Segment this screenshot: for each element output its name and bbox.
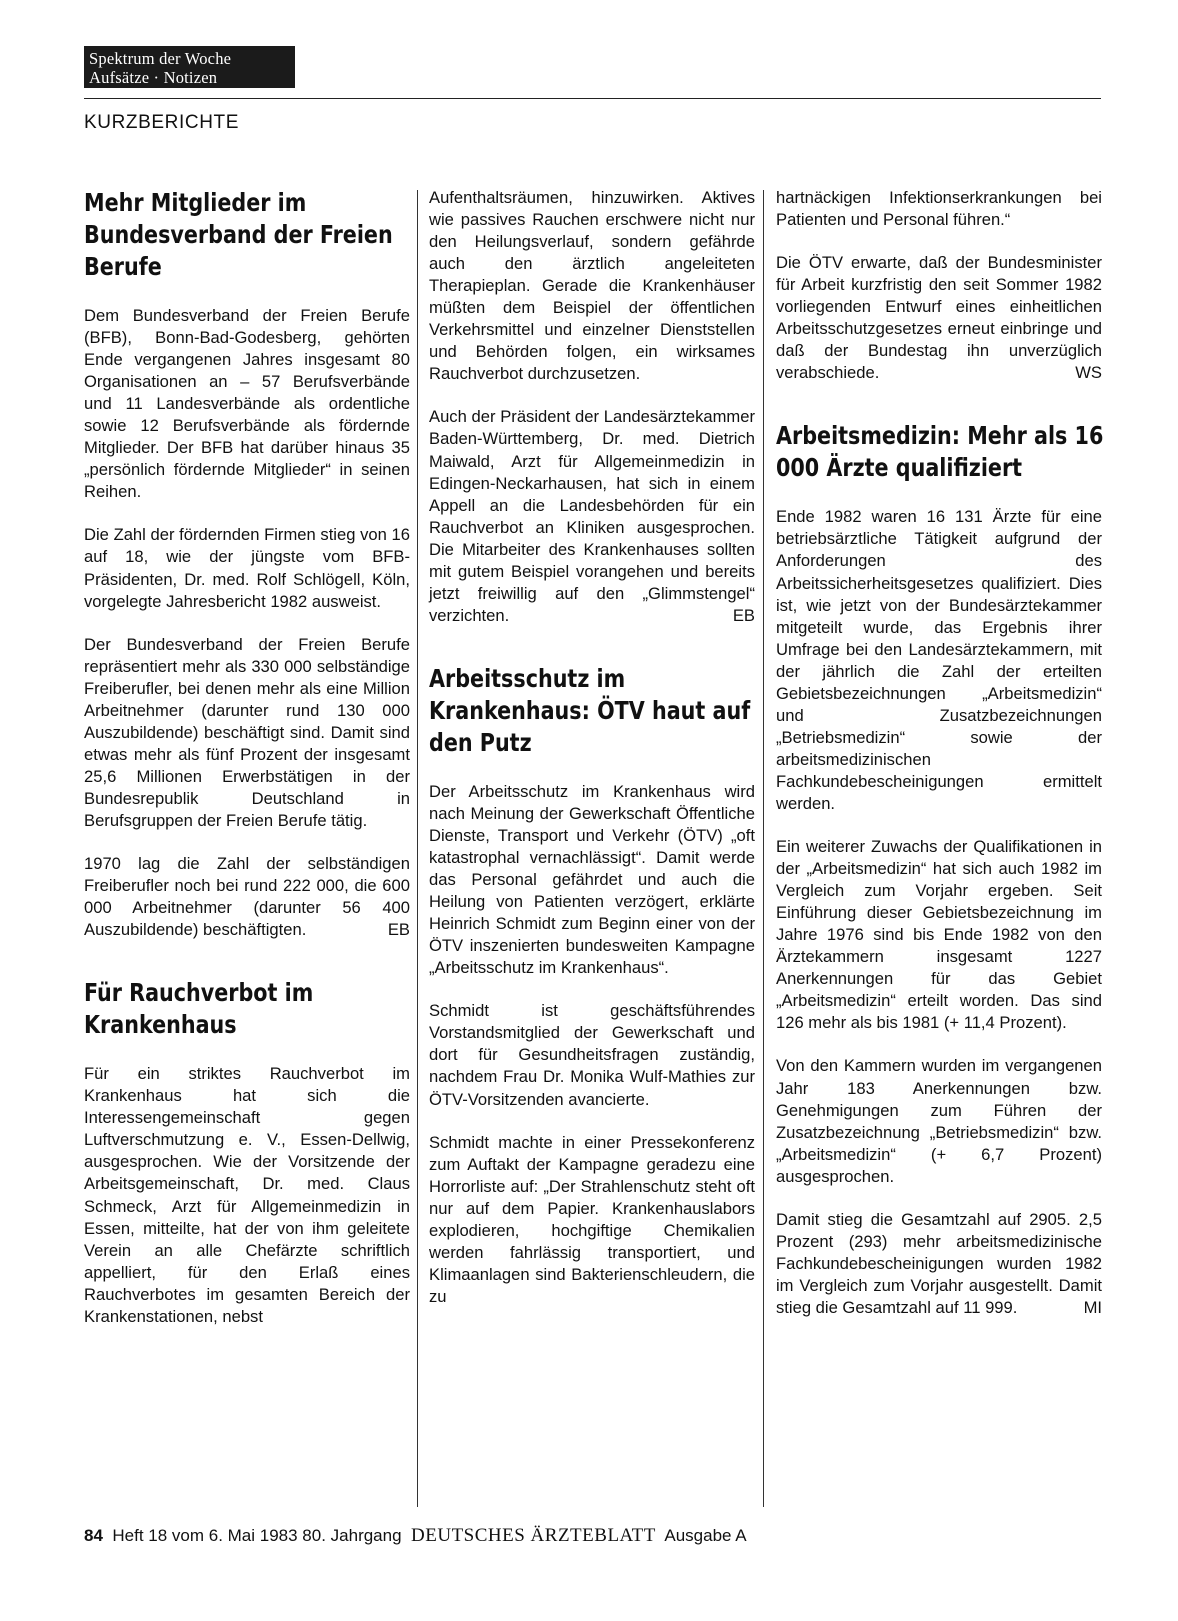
column-1 xyxy=(84,187,410,1349)
column-rule-2 xyxy=(763,190,764,1507)
section-line-1: Spektrum der Woche xyxy=(89,49,232,68)
headline-rauchverbot: Für Rauchverbot im Krankenhaus xyxy=(84,978,314,1040)
author-signature: EB xyxy=(387,920,410,940)
column-3 xyxy=(776,187,1102,1340)
headline-arbeitsmedizin: Arbeitsmedizin: Mehr als 16 000 Ärzte qualifiziert xyxy=(776,421,1104,483)
page-number: 84 xyxy=(84,1526,103,1545)
page-footer xyxy=(84,1525,747,1547)
author-signature: MI xyxy=(1083,1297,1102,1317)
edition: Ausgabe A xyxy=(664,1526,747,1545)
paragraph-text: Die ÖTV erwarte, daß der Bundesminister für Arbeit kurzfristig den seit Sommer 1982 vorliegenden Entwurf eines einheitlichen Arbeitsschutzgesetzes erneut einbringe und daß der Bundestag ihn unverzüglich verabschiede. xyxy=(776,253,1102,383)
paragraph-text: Damit stieg die Gesamtzahl auf 2905. 2,5 Prozent (293) mehr arbeitsmedizinische Fachkundebescheinigungen wurden 1982 im Vergleich zum Vorjahr ausgestellt. Damit stieg die Gesamtzahl auf 11 999. xyxy=(776,1209,1102,1317)
author-signature: EB xyxy=(732,605,755,625)
issue-info: Heft 18 vom 6. Mai 1983 80. Jahrgang xyxy=(112,1526,402,1545)
column-2 xyxy=(429,187,755,1329)
masthead: DEUTSCHES ÄRZTEBLATT xyxy=(411,1525,656,1546)
section-label xyxy=(84,46,295,88)
paragraph: Ende 1982 waren 16 131 Ärzte für eine betriebsärztliche Tätigkeit aufgrund der Anforderungen des Arbeitssicherheitsgesetzes qualifiziert. Dies ist, wie jetzt von der Bundesärztekammer mitgeteilt wurde, das Ergebnis ihrer Umfrage bei den Landesärztekammern, mit der jährlich die Zahl der erteilten Gebietsbezeichnungen „Arbeitsmedizin“ und Zusatzbezeichnungen „Betriebsmedizin“ sowie der arbeitsmedizinischen Fachkundebescheinigungen ermittelt werden. xyxy=(776,507,1102,813)
paragraph xyxy=(776,252,1102,384)
paragraph: Für ein striktes Rauchverbot im Krankenhaus hat sich die Interessengemeinschaft gegen Luftverschmutzung e. V., Essen-Dellwig, ausgesprochen. Wie der Vorsitzende der Arbeitsgemeinschaft, Dr. med. Claus Schmeck, Arzt für Allgemeinmedizin in Essen, mitteilte, hat der von ihm geleitete Verein an alle Chefärzte schriftlich appelliert, für den Erlaß eines Rauchverbotes im gesamten Bereich der Krankenstationen, nebst xyxy=(84,1064,410,1326)
paragraph: Ein weiterer Zuwachs der Qualifikationen in der „Arbeitsmedizin“ hat sich auch 1982 im Vergleich zum Vorjahr ergeben. Seit Einführung dieser Gebietsbezeichnung im Jahre 1976 sind bis Ende 1982 von den Ärztekammern insgesamt 1227 Anerkennungen für das Gebiet „Arbeitsmedizin“ erteilt worden. Das sind 126 mehr als bis 1981 (+ 11,4 Prozent). xyxy=(776,837,1102,1033)
column-rule-1 xyxy=(417,190,418,1507)
paragraph: Schmidt ist geschäftsführendes Vorstandsmitglied der Gewerkschaft und dort für Gesundheitsfragen zuständig, nachdem Frau Dr. Monika Wulf-Mathies zur ÖTV-Vorsitzenden avancierte. xyxy=(429,1001,755,1109)
paragraph-text: Auch der Präsident der Landesärztekammer Baden-Württemberg, Dr. med. Dietrich Maiwald, Arzt für Allgemeinmedizin in Edingen-Neckarhausen, hat sich in einem Appell an die Landesbehörden für ein Rauchverbot an Kliniken ausgesprochen. Die Mitarbeiter des Krankenhauses sollten mit gutem Beispiel vorangehen und bereits jetzt freiwillig auf den „Glimmstengel“ verzichten. xyxy=(429,407,755,625)
paragraph: hartnäckigen Infektionserkrankungen bei Patienten und Personal führen.“ xyxy=(776,188,1102,230)
paragraph: Dem Bundesverband der Freien Berufe (BFB), Bonn-Bad-Godesberg, gehörten Ende vergangenen Jahres insgesamt 80 Organisationen an – 57 Berufsverbände und 11 Landesverbände als ordentliche sowie 12 Berufsverbände als fördernde Mitglieder. Der BFB hat darüber hinaus 35 „persönlich fördernde Mitglieder“ in seinen Reihen. xyxy=(84,306,410,502)
paragraph xyxy=(84,853,410,941)
top-rule xyxy=(84,98,1101,99)
paragraph: Schmidt machte in einer Pressekonferenz zum Auftakt der Kampagne geradezu eine Horrorliste auf: „Der Strahlenschutz steht oft nur auf dem Papier. Krankenhauslabors explodieren, hochgiftige Chemikalien werden fahrlässig transportiert, und Klimaanlagen sind Bakterienschleudern, die zu xyxy=(429,1132,755,1306)
paragraph: Von den Kammern wurden im vergangenen Jahr 183 Anerkennungen bzw. Genehmigungen zum Führen der Zusatzbezeichnung „Betriebsmedizin“ bzw. „Arbeitsmedizin“ (+ 6,7 Prozent) ausgesprochen. xyxy=(776,1056,1102,1186)
paragraph: Aufenthaltsräumen, hinzuwirken. Aktives wie passives Rauchen erschwere nicht nur den Heilungsverlauf, sondern gefährde auch den ärztlich angeleiteten Therapieplan. Gerade die Krankenhäuser müßten dem Beispiel der öffentlichen Verkehrsmittel und einzelner Dienststellen und Behörden folgen, ein wirksames Rauchverbot durchzusetzen. xyxy=(429,188,755,384)
paragraph-text: 1970 lag die Zahl der selbständigen Freiberufler noch bei rund 222 000, die 600 000 Arbeitnehmer (darunter 56 400 Auszubildende) beschäftigten. xyxy=(84,854,410,940)
headline-arbeitsschutz: Arbeitsschutz im Krankenhaus: ÖTV haut auf den Putz xyxy=(429,663,751,757)
kicker: KURZBERICHTE xyxy=(84,112,239,133)
headline-bfb: Mehr Mitglieder im Bundesverband der Freien Berufe xyxy=(84,188,393,281)
paragraph: Die Zahl der fördernden Firmen stieg von 16 auf 18, wie der jüngste vom BFB-Präsidenten, Dr. med. Rolf Schlögell, Köln, vorgelegte Jahresbericht 1982 ausweist. xyxy=(84,525,410,611)
paragraph xyxy=(429,406,755,626)
section-line-2: Aufsätze · Notizen xyxy=(89,68,218,87)
author-signature: WS xyxy=(1075,363,1102,383)
paragraph: Der Bundesverband der Freien Berufe repräsentiert mehr als 330 000 selbständige Freiberufler, bei denen mehr als eine Million Arbeitnehmer (darunter rund 130 000 Auszubildende) beschäftigt sind. Damit sind etwas mehr als fünf Prozent der insgesamt 25,6 Millionen Erwerbstätigen in der Bundesrepublik Deutschland in Berufsgruppen der Freien Berufe tätig. xyxy=(84,634,410,830)
paragraph xyxy=(776,1209,1102,1319)
paragraph: Der Arbeitsschutz im Krankenhaus wird nach Meinung der Gewerkschaft Öffentliche Dienste, Transport und Verkehr (ÖTV) „oft katastrophal vernachlässigt“. Damit werde das Personal gefährdet und auch die Heilung von Patienten verzögert, erklärte Heinrich Schmidt zum Beginn einer von der ÖTV inszenierten bundesweiten Kampagne „Arbeitsschutz im Krankenhaus“. xyxy=(429,781,755,978)
